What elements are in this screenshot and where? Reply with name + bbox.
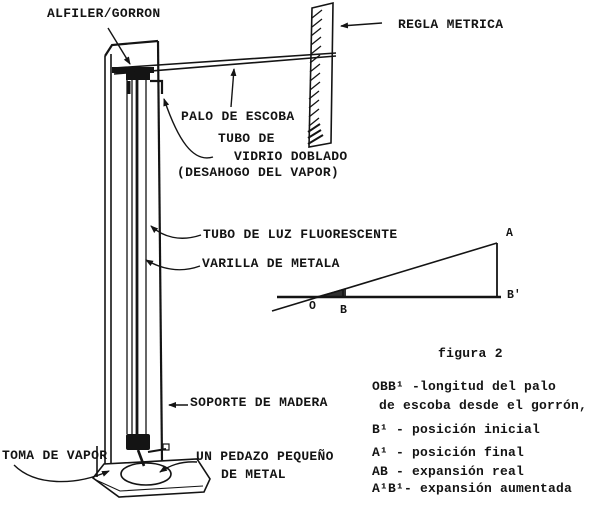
triangle-hatch-wedge	[314, 288, 346, 297]
label-pedazo-line2: DE METAL	[221, 467, 286, 482]
legend-line-b1: B¹ - posición inicial	[372, 422, 541, 437]
arrow-regla-to-ruler	[341, 23, 382, 26]
arrow-luz-to-tube	[151, 226, 201, 238]
fluorescent-tube-and-rod	[126, 76, 150, 450]
label-pedazo-line1: UN PEDAZO PEQUEÑO	[196, 449, 334, 464]
label-tubo-luz-fluorescente: TUBO DE LUZ FLUORESCENTE	[203, 227, 398, 242]
post-right-edge	[158, 41, 162, 462]
ruler-body	[309, 3, 333, 147]
metal-piece-ellipse	[121, 463, 171, 485]
broom-stick	[114, 53, 336, 74]
label-alfiler-gorron: ALFILER/GORRON	[47, 6, 161, 21]
triangle-diagram	[272, 243, 501, 311]
arrow-vidrio-to-tube	[164, 99, 213, 158]
legend-line-obb-cont: de escoba desde el gorrón,	[379, 398, 588, 413]
broom-stick-lines	[114, 53, 336, 74]
label-varilla-de-metal: VARILLA DE METALA	[202, 256, 340, 271]
legend-line-ab: AB - expansión real	[372, 464, 525, 479]
label-toma-de-vapor: TOMA DE VAPOR	[2, 448, 108, 463]
triangle-hypotenuse	[272, 243, 497, 311]
legend-line-a1b1: A¹B¹- expansión aumentada	[372, 481, 573, 496]
arrow-palo-to-stick	[231, 69, 234, 107]
legend-line-a1: A¹ - posición final	[372, 445, 525, 460]
arrow-varilla-to-rod	[146, 260, 200, 270]
triangle-point-o: O	[309, 300, 316, 313]
label-tubo-vidrio-line1: TUBO DE	[218, 131, 275, 146]
legend-line-obb: OBB¹ -longitud del palo	[372, 379, 557, 394]
post-left-edge	[105, 54, 111, 464]
wooden-post	[105, 41, 162, 464]
label-soporte-de-madera: SOPORTE DE MADERA	[190, 395, 328, 410]
metric-ruler	[308, 3, 333, 147]
label-regla-metrica: REGLA METRICA	[398, 17, 504, 32]
triangle-point-a: A	[506, 227, 513, 240]
label-tubo-vidrio-line2: VIDRIO DOBLADO	[234, 149, 348, 164]
label-palo-de-escoba: PALO DE ESCOBA	[181, 109, 295, 124]
triangle-point-b: B	[340, 304, 347, 317]
bent-glass-tube	[150, 81, 162, 94]
figure-caption: figura 2	[438, 346, 503, 361]
label-tubo-vidrio-line3: (DESAHOGO DEL VAPOR)	[177, 165, 340, 180]
tube-holder-block	[126, 434, 150, 450]
post-top-edge	[105, 41, 158, 56]
triangle-point-b-prime: B'	[507, 289, 521, 302]
